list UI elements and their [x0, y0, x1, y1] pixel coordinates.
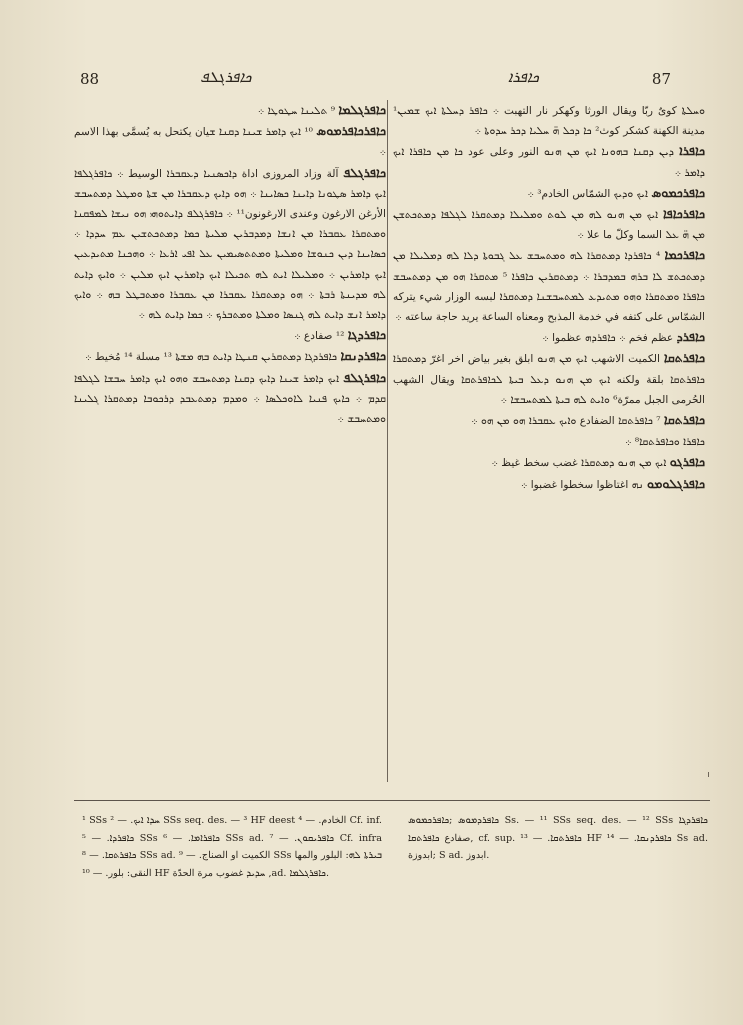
entry — [74, 325, 386, 346]
entry-text: الكميت الاشهب ܐܝܟ ܡܢ ܗܢܘ ابلق بغير بياض اخر اغرّ ܕܡܬܩܪܐ ܟܐܦܪܬܩܐ بلقة ولكنه ܐܝܟ ܡܢ ܗܢܘ ܕܥܠ ܒܝܬܐ ܠܟܐܦܪܬܩܐ ويقال الشهب الحُرمى الجبل ممرّة⁶ ܘܐܝܬ ܠܗ ܒܝܬܐ ܠܡܬܚܒܫܐ ܀ — [393, 353, 705, 406]
entry-text: ⁹ ܬܠܝܢܐ ܚܛܘܛܐ ܀ — [257, 105, 335, 117]
headword: ܟܐܦܪܐ — [679, 143, 705, 159]
entry-text: ܐܝܟ ܕܐܡܪ ܫܝܢܐ ܕܐܝܟ ܕܩܢܐ ܕܡܬܚܒܫ ܘܗܘ ܐܝܟ ܕܐܡܪ ܚܒܫܐ ܠܓܠܦܐ ܩܕܡ ܀ ܟܐܝܟ ܦܢܝܐ ܠܐܘܟܠܣܐ ܀ ܘܡܕܡ ܕܡܬܥܒܕ ܕܪܟܘܒܐ ܕܡܬܩܪܐ ܓܠܝܢܐ ܘܡܬܚܒܫ ܀ — [74, 372, 386, 426]
entry — [74, 121, 386, 162]
page-number-left: 88 — [80, 70, 100, 88]
entry-text: ¹⁰ ܐܝܟ ܕܐܡܪ ܫܝܢܐ ܕܩܢܐ ܫيان يكتحل به يُسمَّى بهذا الاسم ܀ — [74, 126, 386, 159]
entry-text: ܘܚܠܬܐ كوىٌ ربّا ويقال الورثا وكهكر نار التهبت ܀ ܟܐܦܪ ܕܚܠܬܐ ܐܝܟ ܫܡܝܢ¹ مدينة الكهنة كشكر كوث² ܟܐ ܕܟܠ ܗ̈ ܚܠܝܐ ܕܟܪ ܚܕܘܬܐ ܀ — [393, 105, 705, 138]
entry-text: آلة وزاد المروزى اداة ܕܐܟܣܢܝܐ ܕܥܩܒܪܐ الوسيط ܀ ܟܐܦܪܓܠܦܐ ܐܝܟ ܕܐܡܪ ܣܛܘܢܐ ܕܐܝܢܐ ܟܣܐܝܢܐ ܀ ܗܘ ܕܐܝܟ ܕܥܩܒܪܐ ܡܢ ܫܬܐ ܘܡܛܠ ܕܡܬܚܒܫ الأرغن الارغون وعندى الارغونون¹¹ ܀ ܟܐܦܪܓܠܦ ܕܐܝܬܘܗܝ ܗܘ ܢܝܫܐ ܠܡܦܩܢܐ ܘܡܬܩܪܐ ܥܩܒܪܐ ܡܢ ܐܢܫܐ ܕܡܕܒܪܝܢ ܡܠܝܬܐ ܟܡܐ ܕܡܬܟܬܫܝܢ ܥܡ ܚܕܕܐ ܀ ܟܣܐܝܢܐ ܕܝܢ ܟܢܘܫܐ ܘܡܠܝܬܐ ܘܡܬܬܣܝܡܝܢ ܥܠ ܐܦܝ ܐܪܥܐ ܀ ܘܗܟܢܐ ܡܬܝܕܥܝܢ ܐܝܟ ܕܐܡܪܝܢ ܀ ܘܡܠܝܠܐ ܐܝܬ ܠܗ ܬܟܝܠܐ ܐܝܟ ܕܐܡܪܝܢ ܐܝܟ ܡܠܝܢ ܀ ܘܐܝܟ ܕܐܝܬ ܠܗ ܡܕܝܢܬܐ ܪܒܬܐ ܀ ܗܘ ܕܡܬܩܪܐ ܥܩܒܪܐ ܡܢ ܥܩܒܪܐ ܘܡܬܒܛܠ ܒܗ ܀ ܘܐܝܟ ܕܐܡܪ ܐܢܫ ܕܐܝܬ ܠܗ ܓܢܣܐ ܘܡܠܬܐ ܘܡܬܒܪܟ ܀ ܟܡܐ ܕܐܝܬ ܠܗ ܀ — [74, 167, 386, 322]
entry — [393, 452, 705, 473]
entry — [74, 368, 386, 430]
entry-text: ܟܐܦܪܐ ܘܟܐܦܪܬܩܐ⁸ ܀ — [625, 436, 705, 449]
running-head-left: ܟܐܦܪܓܠܦ — [200, 68, 252, 86]
footnotes-left: ¹ SSs ܚܕܐ ܐܝܟ. — ² SSs seq. des. — ³ HF deest الخادم. — ⁴ Cf. inf. ܟܐܦܪܕܐ. — ⁵ SSs ܟܐܦܪܐܡܐ. — ⁶ SSs ad. ܟܐܦܪܝܩܘܢ. — ⁷ Cf. infra ܟܐܦܪܬܩܐ. — ⁸ SSs ad. الكميت او الصناج. — ⁹ SSs ܒܝܪܬܐ ܠܗ: البلور والمها النقى: بلور. — ¹⁰ HF ܚܕܝܕ غضوب مرة الحدّة ,ad. ܟܐܦܪܓܠܡܐ. — [82, 815, 383, 879]
headword: ܟܐܦܪܕܢܩܐ — [340, 348, 386, 364]
headword: ܟܐܦܪܓܠܦ — [343, 164, 386, 180]
entry-text: ⁷ ܟܐܦܪܬܩܐ الضفادع ܘܐܝܟ ܥܩܒܪܐ ܗܘ ܡܢ ܗܘ ܀ — [471, 415, 661, 428]
headword: ܟܐܦܪܟܡܐ — [664, 247, 705, 263]
entry-text: ܢܗ اغتاظوا سخطوا غضبوا ܀ — [521, 478, 644, 491]
entry-text: ܐܝܟ ܡܢ ܗܢܘ ܕܡܬܩܪܐ غضب سخط غيظ ܀ — [491, 457, 667, 470]
entry — [393, 474, 705, 495]
entry — [393, 100, 705, 141]
headword: ܟܐܦܪܬܩܐ — [663, 412, 705, 428]
entry-text: ܕܝܢ ܕܩܢܐ ܒܗܘܢܐ ܐܝܟ ܡܢ ܗܢܘ النور وعلى عود ܟܐ ܡܢ ܟܐܦܪܐ ܐܝܟ ܕܐܡܪ ܀ — [393, 146, 705, 179]
entry — [393, 431, 705, 452]
headword: ܟܐܦܪܕ — [676, 329, 705, 345]
headword: ܟܐܦܪܓܠܘܡܘ — [647, 475, 705, 491]
entry-text: ܐܝܟ ܡܢ ܗܢܘ ܠܗ ܡܢ ܠܘܬ ܘܡܠܝܠܐ ܕܡܬܩܪܐ ܠܓܠܦܐ ܕܡܬܟܬܫܢ ܡܢ ܗ̈ ܥܠ السما وكلّ ما علا ܀ — [393, 209, 705, 242]
entry — [393, 410, 705, 431]
entry-text: ⁴ ܟܐܦܪܕܐ ܕܡܬܩܪܐ ܠܗ ܘܡܬܚܒܫ ܥܠ ܓܒܘܬܐ ܕܠܐ ܠܗ ܕܡܠܝܠܐ ܡܢ ܕܡܬܟܬܫ ܠܐ ܒܪܗ ܒܡܕܒܪܐ ܀ ܕܡܬܩܪܝܢ ܟܐܦܪܐ ⁵ ܡܬܩܪܐ ܗܘ ܡܢ ܕܡܬܚܒܫ ܟܐܦܪܐ ܘܡܬܩܪܐ ܘܗܘ ܡܬܝܕܥ ܠܡܬܚܒܫܢܐ ܕܡܬܩܪܐ لبسه الوزار شيء يتركه الشمّاس على كتفه في خدمة المذبح ومعناه الساعة يريد حاجة ساعته ܀ — [393, 250, 705, 324]
entry — [74, 163, 386, 326]
headword: ܟܐܦܪܓܠܦ — [343, 369, 386, 385]
footnote-rule — [74, 800, 710, 801]
entry — [393, 348, 705, 410]
page-number-right: 87 — [651, 70, 671, 88]
footnotes-right: ܟܐܦܪܕܡܘܣ ;ܟܐܦܪܟܡܘܣ Ss. — ¹¹ SSs seq. des. — ¹² SSs ܟܐܦܪܕܓܐ صفادع ܟܐܦܪܬܩܐ, cf. sup. ܟܐܦܪܬܩܐ. — ¹³ HF ܟܐܦܪܕܢܩܐ. — ¹⁴ Ss ad. ابدوزة; S ad. ابدوز. — [408, 815, 709, 862]
entry-text: عظم فخم ܀ ܟܐܦܪܕܗ عظموا ܀ — [542, 332, 674, 345]
entry — [393, 327, 705, 348]
entry — [393, 204, 705, 245]
divider-tick — [708, 772, 709, 777]
right-column — [393, 100, 705, 495]
headword: ܟܐܦܪܟܐܦܪܡܘܣ — [316, 123, 386, 139]
headword: ܟܐܦܪܬܩܐ — [663, 350, 705, 366]
entry-text: ¹² صفادع ܀ — [294, 330, 345, 343]
headword: ܟܐܦܪܓܘ — [669, 454, 705, 470]
entry-text: ܐܝܟ ܘܕܝܟ الشمّاس الخادم³ ܀ — [527, 187, 648, 200]
entry — [74, 100, 386, 121]
entry — [393, 183, 705, 204]
entry — [74, 346, 386, 367]
running-head-right: ܟܐܦܪܐ — [508, 68, 539, 86]
column-divider — [387, 100, 388, 782]
entry — [393, 141, 705, 182]
entry-text: ܟܐܦܪܕܓܐ ܕܡܬܩܪܝܢ ܩܢܛܐ ܕܐܝܬ ܒܗ ܡܫܬܐ ¹³ مسلة ¹⁴ مُخيط ܀ — [85, 351, 338, 364]
headword: ܟܐܦܪܟܐܦܐ — [662, 206, 705, 222]
headword: ܟܐܦܪܕܓܐ — [347, 327, 386, 343]
headword: ܟܐܦܪܟܡܘܣ — [651, 184, 705, 200]
entry — [393, 245, 705, 327]
left-column — [74, 100, 386, 429]
headword: ܟܐܦܪܓܠܡܐ — [338, 102, 386, 117]
